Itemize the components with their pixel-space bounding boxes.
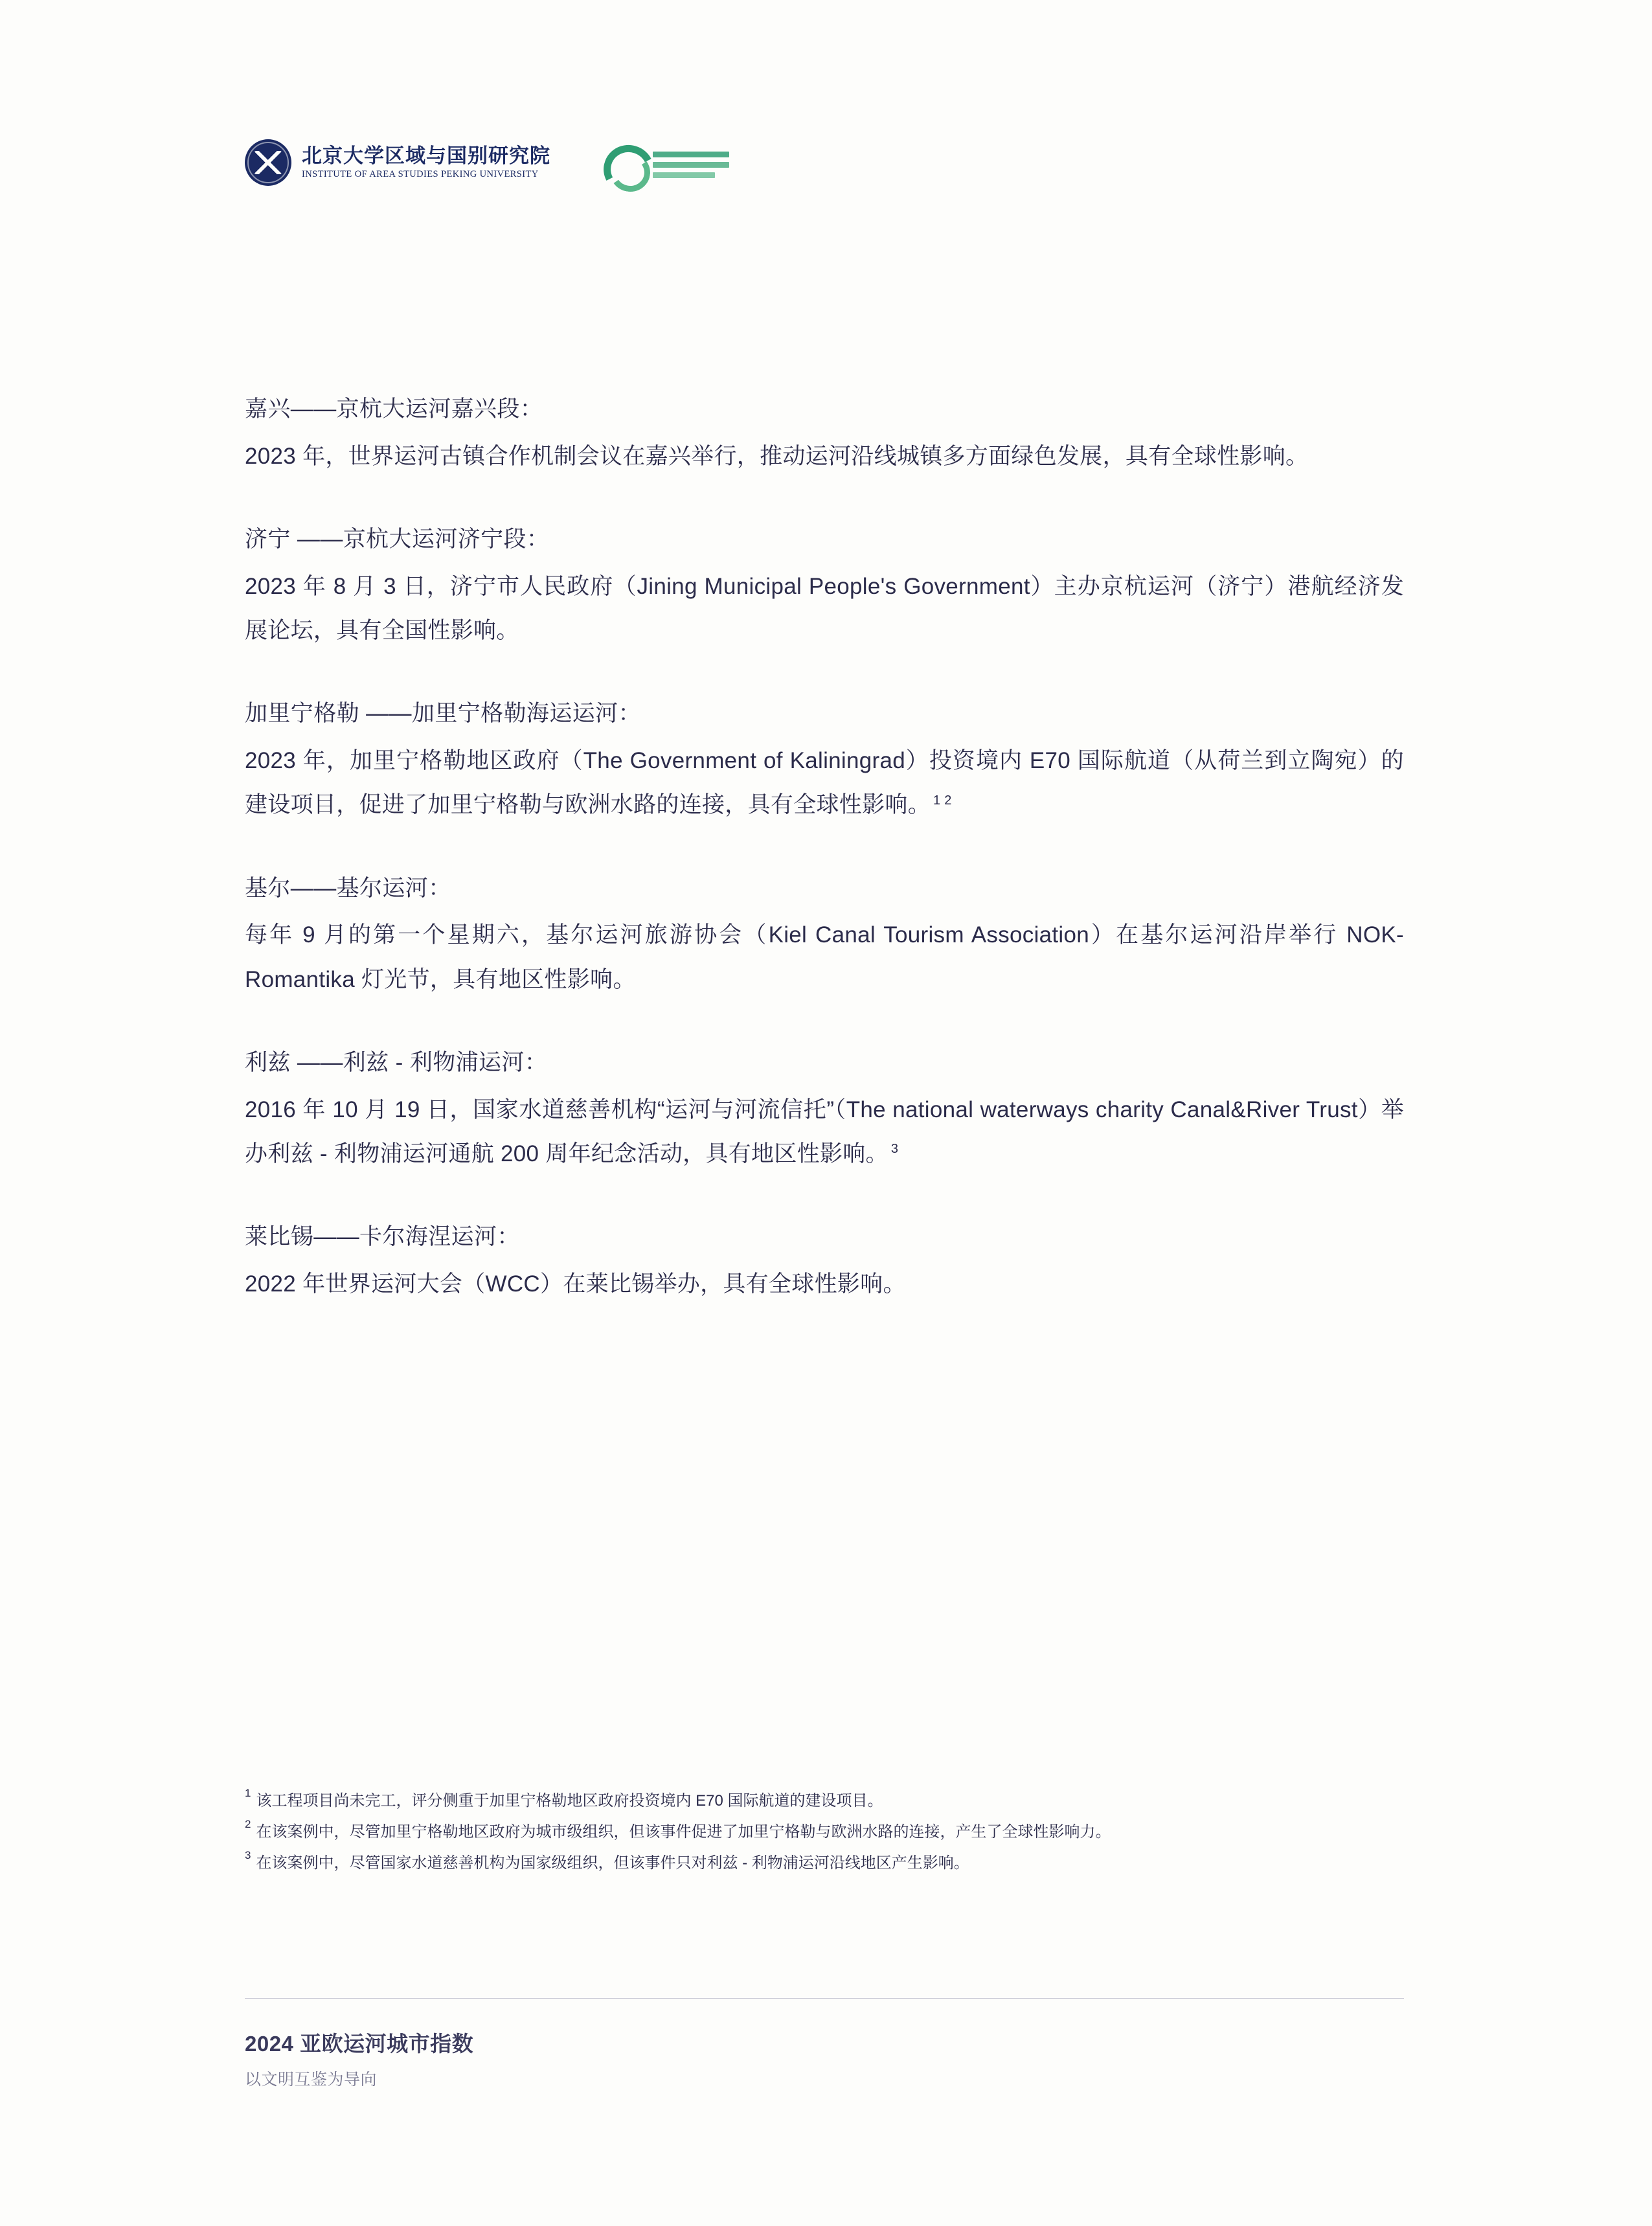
document-body [245, 389, 1404, 1306]
partner-logo-line-3 [653, 172, 715, 178]
partner-logo-line-2 [653, 162, 729, 168]
footnote-marker: 1 2 [933, 793, 952, 808]
entry-leipzig [245, 1216, 1404, 1306]
footnote-3 [245, 1850, 1404, 1877]
entry-body: 2023 年 8 月 3 日，济宁市人民政府（Jining Municipal People's Government）主办京杭运河（济宁）港航经济发展论坛，具有全国性影响。 [245, 573, 1404, 643]
partner-institute-logo [602, 141, 729, 184]
footer-divider [245, 1998, 1404, 1999]
footnotes-section [245, 1788, 1404, 1881]
entry-body: 2016 年 10 月 19 日，国家水道慈善机构“运河与河流信托”（The national waterways charity Canal&River Trust）举办利兹 - 利物浦运河通航 200 周年纪念活动，具有地区性影响。 $^3$ [245, 1096, 1404, 1166]
entry-title: 济宁 ——京杭大运河济宁段： [245, 527, 550, 552]
entry-body: 2023 年，世界运河古镇合作机制会议在嘉兴举行，推动运河沿线城镇多方面绿色发展，具有全球性影响。 [245, 443, 1309, 469]
pku-seal-icon [245, 139, 291, 186]
entry-title: 基尔——基尔运河： [245, 875, 451, 901]
footer-title: 2024 亚欧运河城市指数 [245, 2032, 474, 2056]
footnote-2 [245, 1819, 1404, 1846]
pku-logo-en-text: INSTITUTE OF AREA STUDIES PEKING UNIVERSITY [302, 169, 539, 180]
footer-subtitle: 以文明互鉴为导向 [245, 2071, 378, 2089]
footnote-number: 2 [245, 1818, 251, 1830]
pku-logo-cn-text: 北京大学区域与国别研究院 [302, 144, 550, 168]
partner-logo-text-block [653, 148, 729, 178]
entry-body: 2023 年，加里宁格勒地区政府（The Government of Kaliningrad）投资境内 E70 国际航道（从荷兰到立陶宛）的建设项目，促进了加里宁格勒与欧洲水路的连接，具有全球性影响。 $^{1 2}$ [245, 748, 1404, 818]
entry-title: 莱比锡——卡尔海涅运河： [245, 1224, 520, 1249]
entry-title: 利兹 ——利兹 - 利物浦运河： [245, 1049, 548, 1075]
swoosh-icon [602, 141, 645, 184]
entry-body: 2022 年世界运河大会（WCC）在莱比锡举办，具有全球性影响。 [245, 1271, 906, 1297]
footnote-marker: 3 [890, 1142, 899, 1157]
footnote-number: 3 [245, 1849, 251, 1861]
entry-jining [245, 519, 1404, 653]
entry-title: 加里宁格勒 ——加里宁格勒海运运河： [245, 701, 641, 727]
page-footer [245, 2027, 473, 2090]
footnote-text: 在该案例中，尽管加里宁格勒地区政府为城市级组织，但该事件促进了加里宁格勒与欧洲水路的连接，产生了全球性影响力。 [256, 1823, 1111, 1841]
pku-institute-logo [245, 139, 550, 186]
entry-title: 嘉兴——京杭大运河嘉兴段： [245, 396, 543, 422]
footnote-1 [245, 1788, 1404, 1815]
partner-logo-line-1 [653, 152, 729, 157]
entry-jiaxing [245, 389, 1404, 479]
entry-leeds [245, 1042, 1404, 1176]
header-logos [245, 139, 729, 186]
entry-kiel [245, 868, 1404, 1002]
footnote-number: 1 [245, 1787, 251, 1799]
footnote-text: 该工程项目尚未完工，评分侧重于加里宁格勒地区政府投资境内 E70 国际航道的建设项目。 [256, 1792, 883, 1810]
entry-kaliningrad [245, 693, 1404, 827]
entry-body: 每年 9 月的第一个星期六，基尔运河旅游协会（Kiel Canal Tourism Association）在基尔运河沿岸举行 NOK-Romantika 灯光节，具有地区性影响。 [245, 922, 1404, 992]
footnote-text: 在该案例中，尽管国家水道慈善机构为国家级组织，但该事件只对利兹 - 利物浦运河沿线地区产生影响。 [256, 1854, 969, 1872]
